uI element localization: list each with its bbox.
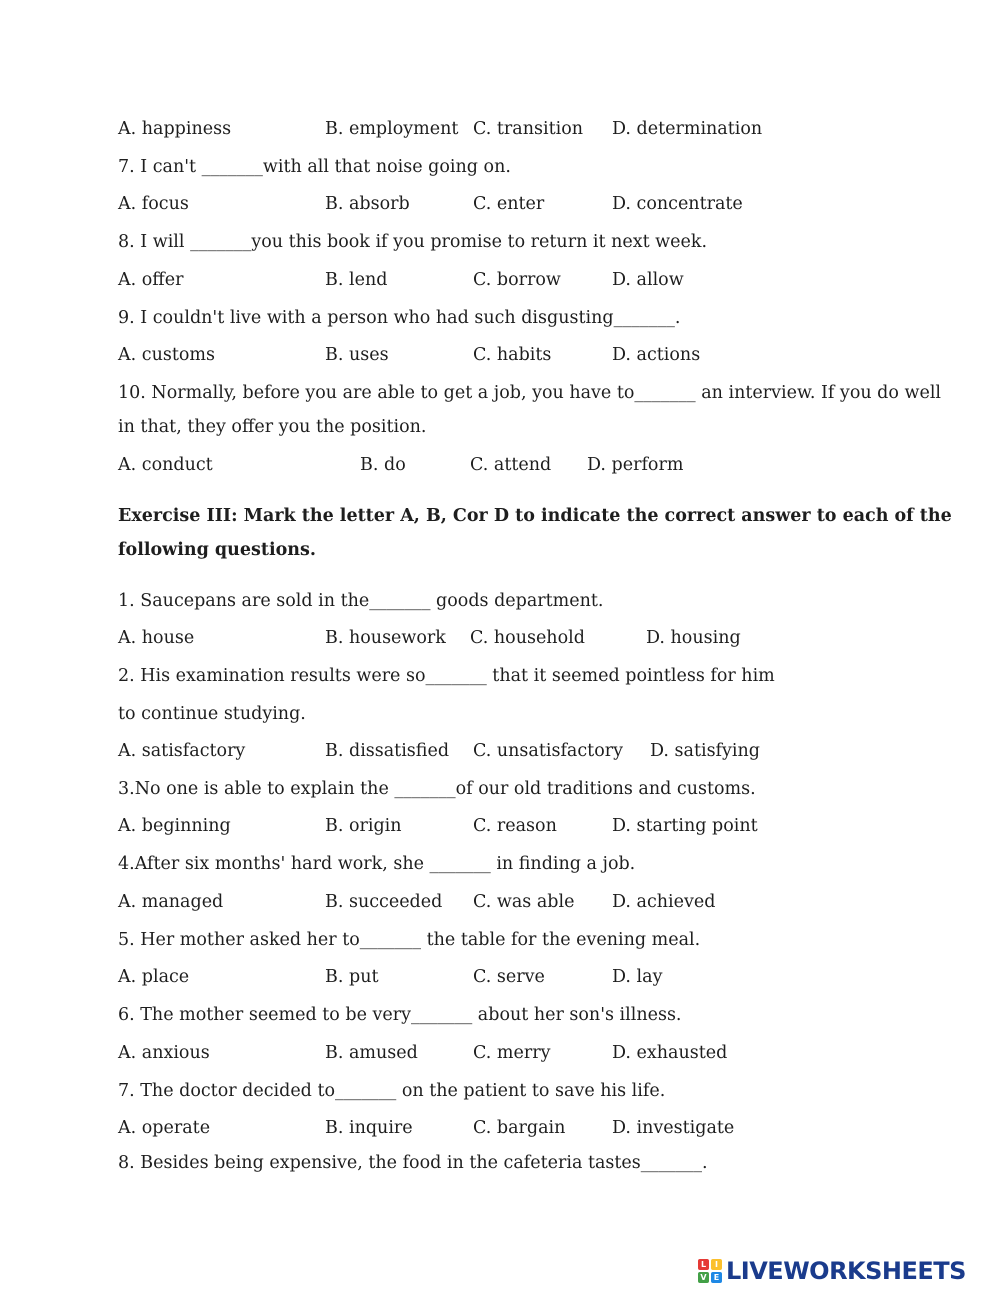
e2-option-d: D. satisfying bbox=[650, 741, 760, 761]
logo-mark-v: V bbox=[698, 1272, 709, 1283]
q7-stem: 7. I can't _______with all that noise going on. bbox=[118, 157, 511, 177]
q6-option-d: D. determination bbox=[612, 119, 763, 139]
q7-option-b: B. absorb bbox=[325, 194, 410, 214]
q10-option-c: C. attend bbox=[470, 455, 552, 475]
e7-stem: 7. The doctor decided to_______ on the patient to save his life. bbox=[118, 1081, 666, 1101]
q10-option-b: B. do bbox=[360, 455, 406, 475]
e4-option-c: C. was able bbox=[473, 892, 575, 912]
q9-option-a: A. customs bbox=[118, 345, 215, 365]
e2-stem-line2: to continue studying. bbox=[118, 704, 306, 724]
e2-option-c: C. unsatisfactory bbox=[473, 741, 623, 761]
q9-stem: 9. I couldn't live with a person who had such disgusting_______. bbox=[118, 308, 681, 328]
e6-option-c: C. merry bbox=[473, 1043, 551, 1063]
e4-option-a: A. managed bbox=[118, 892, 224, 912]
e4-option-d: D. achieved bbox=[612, 892, 716, 912]
e1-option-d: D. housing bbox=[646, 628, 741, 648]
e6-stem: 6. The mother seemed to be very_______ about her son's illness. bbox=[118, 1005, 682, 1025]
e3-option-c: C. reason bbox=[473, 816, 557, 836]
e2-stem-line1: 2. His examination results were so_______ that it seemed pointless for him bbox=[118, 666, 775, 686]
q9-option-c: C. habits bbox=[473, 345, 552, 365]
q10-stem-line1: 10. Normally, before you are able to get a job, you have to_______ an interview. If you do well bbox=[118, 383, 942, 403]
logo-mark-icon bbox=[698, 1259, 722, 1283]
e1-option-a: A. house bbox=[118, 628, 195, 648]
q10-option-a: A. conduct bbox=[118, 455, 213, 475]
q8-stem: 8. I will _______you this book if you promise to return it next week. bbox=[118, 232, 708, 252]
e3-option-b: B. origin bbox=[325, 816, 402, 836]
q9-option-b: B. uses bbox=[325, 345, 389, 365]
e7-option-b: B. inquire bbox=[325, 1118, 413, 1138]
e5-option-d: D. lay bbox=[612, 967, 663, 987]
e5-option-b: B. put bbox=[325, 967, 379, 987]
e7-option-a: A. operate bbox=[118, 1118, 211, 1138]
e5-option-c: C. serve bbox=[473, 967, 545, 987]
q7-option-c: C. enter bbox=[473, 194, 545, 214]
liveworksheets-logo bbox=[698, 1257, 966, 1285]
e3-stem: 3.No one is able to explain the _______of our old traditions and customs. bbox=[118, 779, 756, 799]
q8-option-d: D. allow bbox=[612, 270, 684, 290]
q6-option-b: B. employment bbox=[325, 119, 459, 139]
q10-option-d: D. perform bbox=[587, 455, 684, 475]
exercise-3-title-line2: following questions. bbox=[118, 540, 316, 560]
e3-option-d: D. starting point bbox=[612, 816, 758, 836]
q8-option-b: B. lend bbox=[325, 270, 388, 290]
e6-option-d: D. exhausted bbox=[612, 1043, 728, 1063]
e2-option-a: A. satisfactory bbox=[118, 741, 246, 761]
q10-stem-line2: in that, they offer you the position. bbox=[118, 417, 427, 437]
q6-option-c: C. transition bbox=[473, 119, 584, 139]
e6-option-a: A. anxious bbox=[118, 1043, 210, 1063]
logo-text: LIVEWORKSHEETS bbox=[726, 1257, 966, 1285]
e7-option-d: D. investigate bbox=[612, 1118, 735, 1138]
e4-stem: 4.After six months' hard work, she _______ in finding a job. bbox=[118, 854, 636, 874]
e1-option-b: B. housework bbox=[325, 628, 446, 648]
e7-option-c: C. bargain bbox=[473, 1118, 566, 1138]
q8-option-c: C. borrow bbox=[473, 270, 561, 290]
e3-option-a: A. beginning bbox=[118, 816, 231, 836]
q6-option-a: A. happiness bbox=[118, 119, 232, 139]
logo-mark-e: E bbox=[711, 1272, 722, 1283]
q8-option-a: A. offer bbox=[118, 270, 184, 290]
logo-mark-i: I bbox=[711, 1259, 722, 1270]
logo-mark-l: L bbox=[698, 1259, 709, 1270]
e2-option-b: B. dissatisfied bbox=[325, 741, 450, 761]
q7-option-d: D. concentrate bbox=[612, 194, 743, 214]
q9-option-d: D. actions bbox=[612, 345, 701, 365]
e1-stem: 1. Saucepans are sold in the_______ goods department. bbox=[118, 591, 604, 611]
exercise-3-title-line1: Exercise III: Mark the letter A, B, Cor D to indicate the correct answer to each of the bbox=[118, 506, 952, 526]
e6-option-b: B. amused bbox=[325, 1043, 418, 1063]
e1-option-c: C. household bbox=[470, 628, 585, 648]
q7-option-a: A. focus bbox=[118, 194, 189, 214]
e8-stem: 8. Besides being expensive, the food in the cafeteria tastes_______. bbox=[118, 1153, 708, 1173]
e5-stem: 5. Her mother asked her to_______ the table for the evening meal. bbox=[118, 930, 701, 950]
e5-option-a: A. place bbox=[118, 967, 190, 987]
e4-option-b: B. succeeded bbox=[325, 892, 443, 912]
